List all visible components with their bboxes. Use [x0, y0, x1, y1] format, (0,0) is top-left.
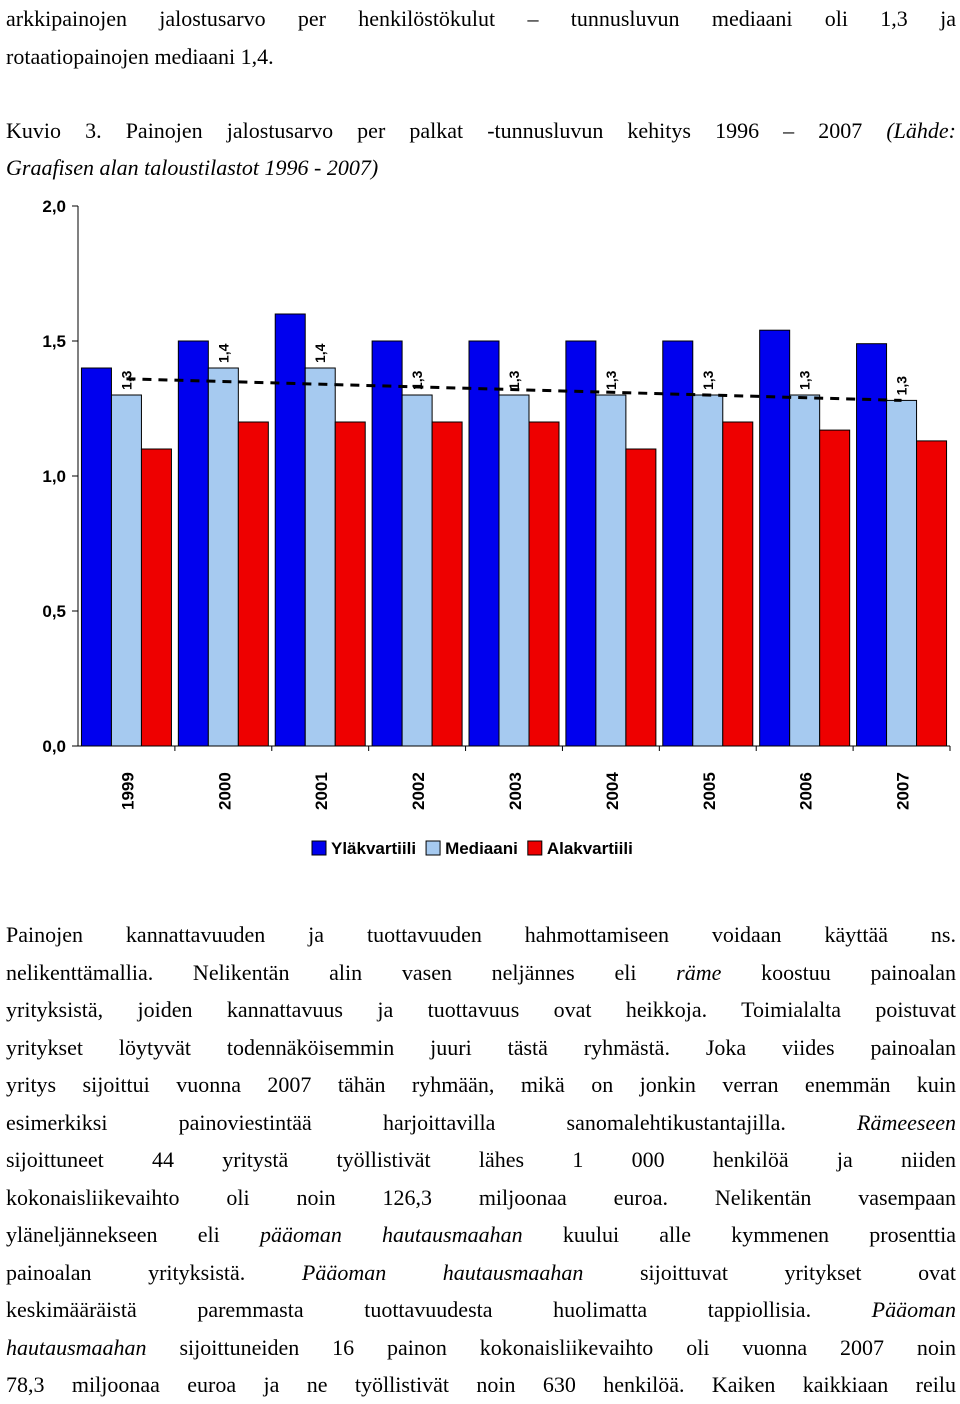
median-data-label: 1,4	[312, 343, 329, 363]
bar-yläkvartiili-2002	[372, 341, 402, 746]
body-line-9	[6, 1216, 956, 1254]
x-tick-label: 2003	[506, 772, 525, 810]
bar-yläkvartiili-2001	[275, 314, 305, 746]
legend-label: Yläkvartiili	[331, 839, 417, 858]
bar-chart	[0, 190, 960, 880]
caption-line-2	[6, 149, 956, 186]
body-line-6	[6, 1104, 956, 1142]
x-tick-label: 2002	[409, 772, 429, 810]
legend-label: Alakvartiili	[546, 839, 633, 858]
y-tick-label: 0,5	[42, 602, 66, 621]
bar-mediaani-1999	[111, 395, 141, 746]
figure-caption	[6, 112, 956, 186]
median-data-label: 1,3	[893, 375, 910, 396]
bar-mediaani-2006	[790, 395, 820, 746]
body-line-5: yritys sijoittui vuonna 2007 tähän ryhmään, mikä on jonkin verran enemmän kuin	[6, 1072, 956, 1097]
bar-mediaani-2004	[596, 395, 626, 746]
median-data-label: 1,4	[215, 343, 232, 363]
bar-alakvartiili-2006	[820, 430, 850, 746]
body-line-4: yritykset löytyvät todennäköisemmin juuri tästä ryhmästä. Joka viides painoalan	[6, 1034, 956, 1060]
bar-alakvartiili-2004	[626, 449, 656, 746]
body-text: esimerkiksi painoviestintää harjoittavilla sanomalehtikustantajilla.	[6, 1109, 858, 1135]
body-text: nelikenttämallia. Nelikentän alin vasen neljännes eli	[6, 959, 677, 985]
bar-yläkvartiili-2003	[469, 341, 499, 746]
body-italic: Pääoman	[871, 1297, 956, 1322]
bar-yläkvartiili-2000	[178, 341, 208, 746]
body-italic: Pääoman hautausmaahan	[301, 1259, 584, 1285]
bar-mediaani-2002	[402, 395, 432, 746]
legend-swatch	[312, 841, 326, 855]
intro-paragraph	[6, 0, 956, 75]
median-data-label: 1,3	[602, 370, 619, 390]
caption-text: Kuvio 3. Painojen jalostusarvo per palkat -tunnusluvun kehitys 1996 – 2007	[6, 118, 887, 143]
body-italic: pääoman hautausmaahan	[259, 1222, 523, 1247]
bar-yläkvartiili-2005	[663, 341, 693, 746]
body-text: sijoittuneiden 16 painon kokonaisliikevaihto oli vuonna 2007 noin	[146, 1334, 956, 1360]
bar-mediaani-2003	[499, 395, 529, 746]
body-line-11	[6, 1291, 956, 1329]
bar-mediaani-2005	[693, 395, 723, 746]
bar-alakvartiili-2003	[529, 422, 559, 746]
caption-source: Graafisen alan taloustilastot 1996 - 2007)	[6, 155, 379, 180]
body-line-7: sijoittuneet 44 yritystä työllistivät lähes 1 000 henkilöä ja niiden	[6, 1147, 956, 1172]
body-line-12	[6, 1329, 956, 1367]
caption-line-1	[6, 112, 956, 149]
bar-yläkvartiili-2006	[760, 330, 790, 746]
x-tick-label: 2004	[602, 772, 622, 810]
x-tick-label: 2001	[312, 772, 332, 810]
bar-yläkvartiili-2004	[566, 341, 596, 746]
bar-alakvartiili-2001	[335, 422, 365, 746]
legend-swatch	[528, 841, 542, 855]
median-data-label: 1,3	[699, 370, 716, 390]
body-text: painoalan yrityksistä.	[6, 1259, 302, 1285]
bar-alakvartiili-1999	[141, 449, 171, 746]
x-tick-label: 2000	[215, 772, 235, 810]
body-line-2	[6, 954, 956, 992]
median-data-label: 1,3	[506, 370, 522, 390]
intro-line-2: rotaatiopainojen mediaani 1,4.	[6, 43, 274, 69]
legend-swatch	[426, 841, 440, 855]
y-tick-label: 1,0	[42, 467, 66, 486]
x-tick-label: 2007	[893, 772, 913, 810]
body-text: sijoittuvat yritykset ovat	[583, 1259, 956, 1285]
body-italic: Rämeeseen	[857, 1109, 956, 1135]
body-line-1: Painojen kannattavuuden ja tuottavuuden hahmottamiseen voidaan käyttää ns.	[6, 922, 956, 947]
x-tick-label: 2005	[699, 772, 719, 810]
body-italic: räme	[676, 959, 722, 985]
median-data-label: 1,3	[118, 370, 135, 390]
x-tick-label: 1999	[118, 772, 138, 810]
y-tick-label: 1,5	[42, 332, 66, 351]
y-tick-label: 0,0	[42, 737, 66, 756]
bar-mediaani-2001	[305, 368, 335, 746]
bar-alakvartiili-2007	[917, 441, 947, 746]
body-paragraph	[6, 916, 956, 1404]
bar-yläkvartiili-2007	[857, 344, 887, 746]
legend-label: Mediaani	[445, 839, 518, 858]
body-line-10	[6, 1254, 956, 1292]
caption-source-label: (Lähde:	[886, 118, 956, 143]
body-text: kuului alle kymmenen prosenttia	[522, 1222, 957, 1247]
bar-alakvartiili-2002	[432, 422, 462, 746]
bar-alakvartiili-2000	[238, 422, 268, 746]
bar-mediaani-2000	[208, 368, 238, 746]
x-tick-label: 2006	[796, 772, 816, 810]
body-line-3: yrityksistä, joiden kannattavuus ja tuottavuus ovat heikkoja. Toimialalta poistuvat	[6, 997, 956, 1022]
bar-mediaani-2007	[887, 400, 917, 746]
median-data-label: 1,3	[796, 370, 813, 390]
body-italic: hautausmaahan	[6, 1334, 147, 1360]
body-text: keskimääräistä paremmasta tuottavuudesta huolimatta tappiollisia.	[6, 1297, 872, 1322]
bar-yläkvartiili-1999	[81, 368, 111, 746]
body-text: yläneljännekseen eli	[6, 1222, 260, 1247]
bar-alakvartiili-2005	[723, 422, 753, 746]
body-text: koostuu painoalan	[721, 959, 956, 985]
median-data-label: 1,3	[409, 370, 426, 390]
intro-line-1: arkkipainojen jalostusarvo per henkilöstökulut – tunnusluvun mediaani oli 1,3 ja	[6, 6, 956, 31]
body-line-8: kokonaisliikevaihto oli noin 126,3 miljoonaa euroa. Nelikentän vasempaan	[6, 1184, 956, 1210]
y-tick-label: 2,0	[42, 197, 66, 216]
body-line-13: 78,3 miljoonaa euroa ja ne työllistivät noin 630 henkilöä. Kaiken kaikkiaan reilu	[6, 1372, 956, 1397]
